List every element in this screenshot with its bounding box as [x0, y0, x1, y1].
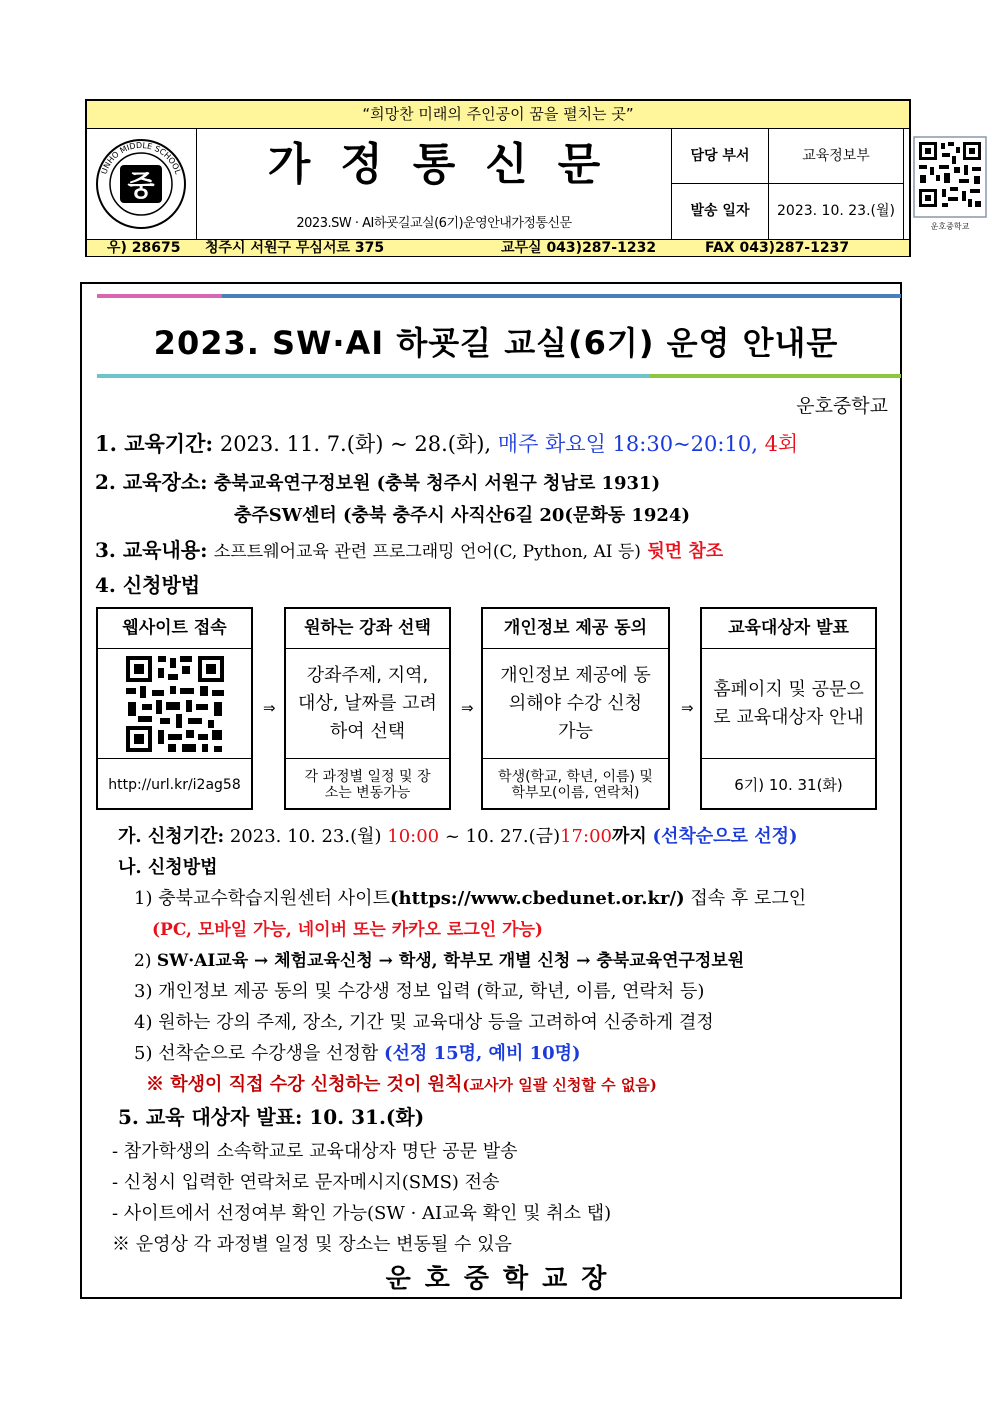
date-value: 2023. 10. 23.(월): [769, 184, 904, 239]
header-qr-cell: [904, 129, 992, 239]
location-label: 2. 교육장소:: [95, 470, 208, 494]
section-location: [95, 466, 660, 495]
bottom-accent-teal: [97, 374, 650, 378]
apply-first-come-note: (선착순으로 선정): [652, 826, 798, 847]
postal-code: 우) 28675: [107, 240, 181, 256]
website-url[interactable]: http://url.kr/i2ag58: [108, 776, 241, 793]
apply-end-date: ~ 10. 27.(금): [444, 826, 561, 847]
flow-step-body: 강좌주제, 지역, 대상, 날짜를 고려하여 선택: [286, 649, 449, 759]
top-accent-pink: [97, 294, 222, 298]
no-bulk-apply-note: (교사가 일괄 신청할 수 없음): [462, 1076, 657, 1094]
announcement-item-2: - 신청시 입력한 연락처로 문자메시지(SMS) 전송: [112, 1172, 500, 1193]
method-step-5: [134, 1039, 581, 1065]
flow-step-title: 웹사이트 접속: [98, 609, 251, 649]
fax-number: FAX 043)287-1237: [705, 240, 850, 256]
flow-step-note: 6기) 10. 31(화): [734, 775, 843, 794]
method-step-2: [134, 946, 744, 971]
flow-step-consent: [481, 607, 670, 810]
dept-label: 담당 부서: [672, 129, 769, 184]
method-step-1: [134, 884, 806, 910]
notice-title: 2023. SW·AI 하굣길 교실(6기) 운영 안내문: [153, 324, 839, 362]
method-step-1-text: 1) 충북교수학습지원센터 사이트: [134, 888, 390, 909]
login-options-note: (PC, 모바일 가능, 네이버 또는 카카오 로그인 가능): [152, 920, 543, 940]
qr-code-icon: [904, 129, 992, 239]
logo-character: 중: [127, 169, 155, 202]
flow-step-body: 홈페이지 및 공문으로 교육대상자 안내: [702, 649, 875, 759]
apply-start-time: 10:00: [387, 826, 440, 847]
flow-qr-area: [98, 649, 251, 759]
quota-note: (선정 15명, 예비 10명): [384, 1043, 581, 1064]
flow-step-note: 각 과정별 일정 및 장소는 변동가능: [304, 768, 431, 801]
flow-step-title: 개인정보 제공 동의: [483, 609, 668, 649]
flow-step-announce: [700, 607, 877, 810]
period-label: 1. 교육기간:: [95, 431, 214, 456]
school-emblem-icon: [87, 129, 196, 239]
flow-arrow: ⇒: [263, 699, 276, 717]
date-label: 발송 일자: [672, 184, 769, 239]
apply-period-label: 가. 신청기간:: [118, 826, 225, 847]
title-cell: [197, 129, 672, 239]
flow-step-title: 원하는 강좌 선택: [286, 609, 449, 649]
content-text: 소프트웨어교육 관련 프로그래밍 언어(C, Python, AI 등): [213, 542, 641, 562]
flow-step-title: 교육대상자 발표: [702, 609, 875, 649]
self-apply-warning: [146, 1070, 657, 1096]
method-step-3: 3) 개인정보 제공 동의 및 수강생 정보 입력 (학교, 학년, 이름, 연락처 등): [134, 981, 705, 1002]
self-apply-rule: ※ 학생이 직접 수강 신청하는 것이 원칙: [146, 1074, 463, 1095]
newsletter-header: [85, 99, 970, 257]
announcement-item-1: - 참가학생의 소속학교로 교육대상자 명단 공문 발송: [112, 1141, 518, 1162]
flow-step-body: 개인정보 제공에 동의해야 수강 신청 가능: [483, 649, 668, 759]
location-secondary: 충주SW센터 (충북 충주시 사직산6길 20(문화동 1924): [234, 505, 690, 526]
method-step-5-text: 5) 선착순으로 수강생을 선정함: [134, 1043, 379, 1064]
section-period: [95, 428, 798, 458]
qr-code-icon[interactable]: [124, 654, 226, 754]
content-label: 3. 교육내용:: [95, 538, 208, 562]
apply-end-time: 17:00: [560, 826, 612, 847]
qr-caption: 운호중학교: [930, 222, 970, 231]
method-step-2-path: SW·AI교육 → 체험교육신청 → 학생, 학부모 개별 신청 → 충북교육연구정보원: [156, 951, 745, 971]
section-content: [95, 534, 723, 563]
street-address: 청주시 서원구 무심서로 375: [205, 240, 385, 256]
bottom-accent-green: [650, 374, 901, 378]
flow-arrow: ⇒: [681, 699, 694, 717]
apply-start-date: 2023. 10. 23.(월): [229, 826, 382, 847]
schedule-change-note: ※ 운영상 각 과정별 일정 및 장소는 변동될 수 있음: [112, 1234, 512, 1255]
flow-step-note: 학생(학교, 학년, 이름) 및 학부모(이름, 연락처): [498, 768, 653, 801]
office-phone: 교무실 043)287-1232: [501, 240, 657, 256]
top-accent-blue: [222, 294, 901, 298]
period-count: 4회: [764, 432, 799, 456]
period-dates: 2023. 11. 7.(화) ~ 28.(화),: [219, 432, 492, 456]
apply-method-heading: 나. 신청방법: [118, 857, 218, 878]
cbedunet-link[interactable]: (https://www.cbedunet.or.kr/): [389, 888, 685, 909]
section-apply-heading: 4. 신청방법: [95, 573, 201, 597]
method-step-4: 4) 원하는 강의 주제, 장소, 기간 및 교육대상 등을 고려하여 신중하게 결정: [134, 1012, 714, 1033]
logo-ring-text: UNHO MIDDLE SCHOOL: [99, 140, 183, 176]
flow-arrow: ⇒: [461, 699, 474, 717]
method-step-1-suffix: 접속 후 로그인: [690, 888, 807, 909]
apply-period: [118, 822, 798, 848]
period-weekly: 매주 화요일 18:30~20:10,: [497, 432, 758, 456]
dept-value: 교육정보부: [769, 129, 904, 184]
apply-until: 까지: [611, 826, 647, 847]
principal-signature: 운호중학교장: [385, 1264, 621, 1294]
school-logo: [87, 129, 197, 239]
flow-step-website: [96, 607, 253, 810]
section-announcement: 5. 교육 대상자 발표: 10. 31.(화): [118, 1105, 425, 1129]
flow-step-select: [284, 607, 451, 810]
announcement-item-3: - 사이트에서 선정여부 확인 가능(SW · AI교육 확인 및 취소 탭): [112, 1203, 612, 1224]
newsletter-subtitle: 2023.SW · AI하굣길교실(6기)운영안내가정통신문: [296, 216, 572, 231]
school-motto: “희망찬 미래의 주인공이 꿈을 펼치는 곳”: [87, 101, 909, 129]
address-bar: [87, 239, 909, 256]
method-step-2-num: 2): [134, 951, 152, 971]
school-name: 운호중학교: [796, 395, 888, 417]
content-reference: 뒷면 참조: [647, 541, 724, 562]
newsletter-title: 가정통신문: [267, 139, 631, 190]
location-primary: 충북교육연구정보원 (충북 청주시 서원구 청남로 1931): [213, 473, 661, 494]
